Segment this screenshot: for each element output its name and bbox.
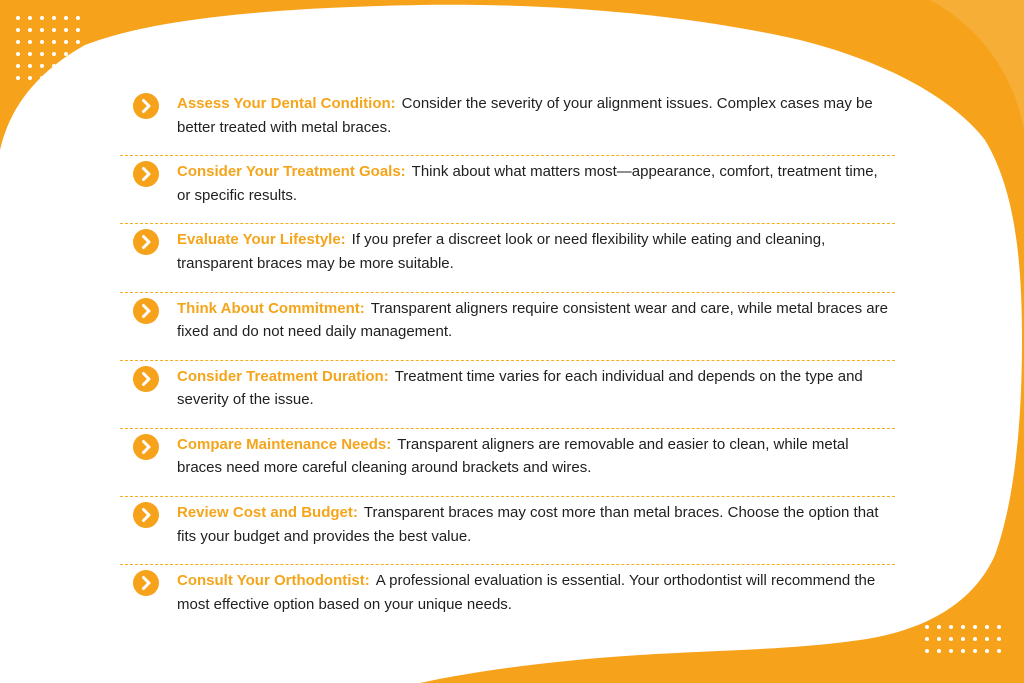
decor-dot: [52, 76, 56, 80]
item-text: [177, 228, 895, 275]
decor-dot: [925, 649, 929, 653]
decor-dot: [40, 16, 44, 20]
item-body: Transparent braces may cost more than metal braces. Choose the option that fits your budget and provides the best value.: [177, 504, 879, 545]
decor-dot: [40, 76, 44, 80]
list-item: [120, 429, 895, 497]
item-title: Consult Your Orthodontist:: [177, 572, 370, 590]
decor-dot: [937, 649, 941, 653]
decor-dot: [973, 625, 977, 629]
decor-dot: [997, 637, 1001, 641]
item-title: Think About Commitment:: [177, 299, 365, 317]
item-title: Assess Your Dental Condition:: [177, 95, 396, 112]
decor-dot: [925, 637, 929, 641]
decor-dot: [52, 28, 56, 32]
decor-dot: [973, 637, 977, 641]
decor-dot: [985, 637, 989, 641]
chevron-right-circle-icon: [133, 570, 159, 596]
chevron-right-circle-icon: [133, 366, 159, 392]
decor-dot: [52, 64, 56, 68]
item-body: Treatment time varies for each individual and depends on the type and severity of the issue.: [177, 367, 863, 409]
item-body: Consider the severity of your alignment issues. Complex cases may be better treated with metal braces.: [177, 95, 873, 136]
item-title: Evaluate Your Lifestyle:: [177, 231, 346, 249]
decor-dot: [997, 649, 1001, 653]
decor-dot: [76, 52, 80, 56]
decor-dot: [64, 76, 68, 80]
decor-dot: [64, 16, 68, 20]
item-text: [177, 92, 895, 139]
decor-dot: [64, 40, 68, 44]
item-text: [177, 433, 895, 480]
decor-dot: [40, 28, 44, 32]
decor-dot: [937, 637, 941, 641]
item-body: If you prefer a discreet look or need flexibility while eating and cleaning, transparent braces may be more suitable.: [177, 231, 826, 272]
decor-dot: [16, 76, 20, 80]
decor-dot: [28, 40, 32, 44]
decor-dot: [76, 28, 80, 32]
item-title: Consider Your Treatment Goals:: [177, 163, 406, 181]
decor-dot: [16, 16, 20, 20]
item-text: [177, 569, 895, 616]
decor-dot: [937, 625, 941, 629]
decor-dot: [64, 52, 68, 56]
decor-dot: [76, 76, 80, 80]
list-item: [120, 565, 895, 633]
list-item: [120, 361, 895, 429]
decor-dot: [925, 625, 929, 629]
chevron-right-circle-icon: [133, 502, 159, 528]
decor-dot: [997, 625, 1001, 629]
chevron-right-circle-icon: [133, 298, 159, 324]
decor-dot: [28, 52, 32, 56]
decor-dot: [52, 52, 56, 56]
decor-dot: [949, 649, 953, 653]
item-body: Think about what matters most—appearance, comfort, treatment time, or specific results.: [177, 163, 878, 204]
decor-dot: [16, 28, 20, 32]
decor-dot: [52, 16, 56, 20]
decor-dot: [985, 649, 989, 653]
item-body: Transparent aligners are removable and easier to clean, while metal braces need more careful cleaning around brackets and wires.: [177, 435, 849, 477]
decor-dot: [961, 637, 965, 641]
decor-dot: [28, 28, 32, 32]
decor-dot: [28, 76, 32, 80]
decor-dot: [16, 64, 20, 68]
decor-dot: [64, 64, 68, 68]
list-item: [120, 156, 895, 224]
decor-dot: [28, 16, 32, 20]
decor-dot: [961, 625, 965, 629]
decor-dot: [985, 625, 989, 629]
list-item: [120, 293, 895, 361]
decor-dot: [76, 40, 80, 44]
item-title: Compare Maintenance Needs:: [177, 435, 392, 453]
decor-dot: [949, 637, 953, 641]
decor-dot: [961, 649, 965, 653]
decor-dot: [40, 52, 44, 56]
decor-dot: [973, 649, 977, 653]
decor-dot: [16, 52, 20, 56]
decor-dot: [16, 40, 20, 44]
decor-dot: [40, 40, 44, 44]
item-text: [177, 297, 895, 344]
chevron-right-circle-icon: [133, 161, 159, 187]
item-text: [177, 501, 895, 548]
item-text: [177, 160, 895, 207]
tips-list: [120, 88, 895, 634]
decor-dot: [76, 64, 80, 68]
list-item: [120, 224, 895, 292]
decor-dot: [76, 16, 80, 20]
chevron-right-circle-icon: [133, 434, 159, 460]
list-item: [120, 88, 895, 156]
list-item: [120, 497, 895, 565]
item-title: Consider Treatment Duration:: [177, 367, 389, 385]
decor-dot: [40, 64, 44, 68]
decor-dot: [52, 40, 56, 44]
decor-dot: [949, 625, 953, 629]
item-body: A professional evaluation is essential. Your orthodontist will recommend the most effective option based on your unique needs.: [177, 572, 876, 613]
chevron-right-circle-icon: [133, 229, 159, 255]
item-text: [177, 365, 895, 412]
item-body: Transparent aligners require consistent wear and care, while metal braces are fixed and do not need daily management.: [177, 299, 888, 341]
decor-dot: [64, 28, 68, 32]
decor-dot: [28, 64, 32, 68]
item-title: Review Cost and Budget:: [177, 504, 358, 522]
chevron-right-circle-icon: [133, 93, 159, 119]
